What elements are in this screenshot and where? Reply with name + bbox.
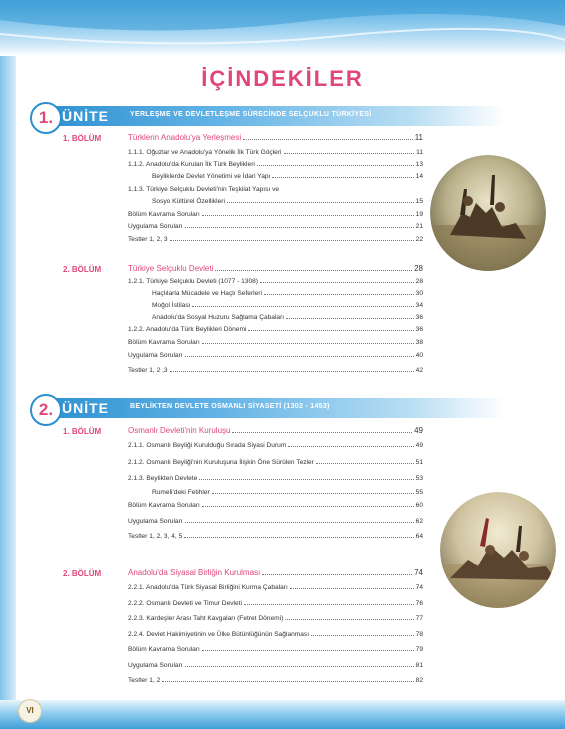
dot-leader	[199, 479, 413, 480]
dot-leader	[215, 270, 412, 271]
toc-entry-text: Uygulama Soruları	[128, 352, 183, 359]
toc-entry[interactable]	[128, 502, 423, 509]
unit-1-word: ÜNİTE	[62, 108, 109, 124]
dot-leader	[202, 650, 414, 651]
dot-leader	[202, 343, 414, 344]
toc-entry-page: 36	[415, 314, 423, 321]
toc-entry[interactable]	[128, 442, 423, 449]
toc-entry-text: Uygulama Soruları	[128, 662, 183, 669]
dot-leader	[288, 446, 413, 447]
page-number: VI	[18, 699, 42, 723]
toc-entry-page: 74	[415, 584, 423, 591]
toc-entry-page: 38	[415, 339, 423, 346]
toc-entry-text: Testler 1, 2, 3	[128, 236, 168, 243]
toc-entry[interactable]	[128, 646, 423, 653]
toc-entry-text: 1.1.3. Türkiye Selçuklu Devleti'nin Teşkilat Yapısı ve	[128, 186, 280, 193]
toc-entry-page: 11	[416, 149, 423, 156]
toc-entry-page: 14	[415, 173, 423, 180]
section-label: 2. BÖLÜM	[63, 569, 102, 578]
unit-2-number: 2.	[30, 394, 62, 426]
toc-entry[interactable]	[128, 584, 423, 591]
toc-entry[interactable]	[152, 198, 423, 205]
toc-entry-text: Uygulama Soruları	[128, 223, 183, 230]
toc-entry-text: Rumeli'deki Fetihler	[152, 489, 210, 496]
section-title: Türklerin Anadolu'ya Yerleşmesi	[128, 133, 242, 142]
dot-leader	[260, 282, 414, 283]
dot-leader	[185, 356, 414, 357]
footer-band	[0, 700, 565, 729]
toc-entry-text: Haçlılarla Mücadele ve Haçlı Seferleri	[152, 290, 262, 297]
toc-entry-text: Bölüm Kavrama Soruları	[128, 339, 200, 346]
section-label: 2. BÖLÜM	[63, 265, 102, 274]
toc-entry[interactable]	[128, 278, 423, 285]
toc-entry[interactable]	[152, 314, 423, 321]
toc-entry-page: 13	[415, 161, 423, 168]
toc-entry-text: 2.2.1. Anadolu'da Türk Siyasal Birliğini Kurma Çabaları	[128, 584, 288, 591]
section-label: 1. BÖLÜM	[63, 134, 102, 143]
dot-leader	[244, 604, 414, 605]
toc-entry-page: 81	[415, 662, 423, 669]
toc-entry[interactable]	[128, 662, 423, 669]
dot-leader	[212, 493, 414, 494]
toc-entry-page: 34	[415, 302, 423, 309]
unit-1-header	[36, 106, 506, 126]
toc-entry-page: 36	[415, 326, 423, 333]
toc-entry-page: 40	[415, 352, 423, 359]
dot-leader	[316, 463, 414, 464]
toc-entry-text: Bölüm Kavrama Soruları	[128, 646, 200, 653]
toc-entry[interactable]	[128, 236, 423, 243]
toc-entry-text: Beyliklerde Devlet Yönetimi ve İdari Yapı	[152, 173, 271, 180]
ottoman-battle-illustration-image	[440, 492, 556, 608]
toc-entry[interactable]	[128, 459, 423, 466]
toc-entry-page: 55	[415, 489, 423, 496]
toc-entry-text: 2.2.2. Osmanlı Devleti ve Timur Devleti	[128, 600, 242, 607]
toc-entry[interactable]	[128, 600, 423, 607]
toc-entry-page: 19	[415, 211, 423, 218]
dot-leader	[232, 432, 412, 433]
toc-entry-page: 77	[415, 615, 423, 622]
toc-entry-text: 2.1.1. Osmanlı Beyliği Kurulduğu Sırada Siyasi Durum	[128, 442, 287, 449]
toc-entry-page: 21	[415, 223, 423, 230]
dot-leader	[284, 153, 415, 154]
toc-entry[interactable]	[128, 149, 423, 156]
toc-entry[interactable]	[128, 223, 423, 230]
toc-entry-page: 30	[415, 290, 423, 297]
left-margin-stripe	[0, 56, 16, 706]
dot-leader	[184, 537, 413, 538]
toc-entry-text: 2.2.4. Devlet Hakimiyetinin ve Ülke Bütünlüğünün Sağlanması	[128, 631, 310, 638]
header-swoosh-decoration	[0, 0, 565, 56]
dot-leader	[262, 574, 412, 575]
toc-entry-page: 22	[415, 236, 423, 243]
dot-leader	[286, 318, 414, 319]
toc-entry[interactable]	[128, 352, 423, 359]
section-page: 74	[414, 568, 423, 577]
toc-entry[interactable]	[128, 326, 423, 333]
toc-entry[interactable]	[152, 290, 423, 297]
dot-leader	[185, 522, 414, 523]
toc-entry-page: 64	[415, 533, 423, 540]
toc-entry-page: 76	[415, 600, 423, 607]
section-title-row[interactable]	[128, 426, 423, 435]
unit-2-header	[36, 398, 506, 418]
dot-leader	[290, 588, 414, 589]
dot-leader	[248, 330, 413, 331]
toc-entry-page: 62	[415, 518, 423, 525]
toc-entry-text: 1.2.1. Türkiye Selçuklu Devleti (1077 - 1308)	[128, 278, 258, 285]
toc-entry[interactable]	[128, 518, 423, 525]
toc-entry-text: Moğol İstilası	[152, 302, 191, 309]
toc-entry-page: 53	[415, 475, 423, 482]
toc-entry-text: Bölüm Kavrama Soruları	[128, 502, 200, 509]
section-title-row[interactable]	[128, 133, 423, 142]
toc-entry-text: 1.1.2. Anadolu'da Kurulan İlk Türk Beylikleri	[128, 161, 255, 168]
toc-entry[interactable]	[152, 489, 423, 496]
toc-entry-text: Testler 1, 2 ,3	[128, 367, 168, 374]
toc-entry-text: 1.2.2. Anadolu'da Türk Beylikleri Dönemi	[128, 326, 247, 333]
toc-entry[interactable]	[152, 302, 423, 309]
unit-1-number: 1.	[30, 102, 62, 134]
dot-leader	[185, 666, 414, 667]
dot-leader	[170, 240, 414, 241]
dot-leader	[285, 619, 413, 620]
toc-entry-page: 42	[415, 367, 423, 374]
toc-entry[interactable]	[152, 173, 423, 180]
section-label: 1. BÖLÜM	[63, 427, 102, 436]
dot-leader	[170, 371, 414, 372]
dot-leader	[264, 294, 414, 295]
toc-entry-page: 28	[415, 278, 423, 285]
toc-entry-text: 2.1.2. Osmanlı Beyliği'nin Kuruluşuna İlişkin Öne Sürülen Tezler	[128, 459, 314, 466]
toc-entry-text: Sosyo Kültürel Özellikleri	[152, 198, 225, 205]
toc-entry-text: Uygulama Soruları	[128, 518, 183, 525]
dot-leader	[185, 227, 414, 228]
section-title-row[interactable]	[128, 264, 423, 273]
section-page: 11	[414, 133, 423, 142]
section-title: Osmanlı Devleti'nin Kuruluşu	[128, 426, 231, 435]
dot-leader	[162, 681, 413, 682]
dot-leader	[311, 635, 414, 636]
toc-entry-page: 15	[415, 198, 423, 205]
toc-entry-page: 49	[415, 442, 423, 449]
dot-leader	[272, 177, 413, 178]
section-page: 28	[414, 264, 423, 273]
toc-entry-page: 82	[415, 677, 423, 684]
toc-entry[interactable]	[128, 211, 423, 218]
toc-entry-text: Anadolu'da Sosyal Huzuru Sağlama Çabaları	[152, 314, 285, 321]
section-page: 49	[414, 426, 423, 435]
dot-leader	[227, 202, 414, 203]
unit-2-title: BEYLİKTEN DEVLETE OSMANLI SİYASETİ (1302 - 1453)	[130, 403, 330, 410]
toc-entry[interactable]	[128, 161, 423, 168]
toc-entry-page: 51	[415, 459, 423, 466]
toc-entry[interactable]	[128, 533, 423, 540]
toc-entry[interactable]	[128, 186, 423, 193]
dot-leader	[192, 306, 413, 307]
unit-1-title: YERLEŞME VE DEVLETLEŞME SÜRECİNDE SELÇUKLU TÜRKİYESİ	[130, 111, 372, 118]
dot-leader	[202, 506, 414, 507]
toc-entry-text: 2.1.3. Beylikten Devlete	[128, 475, 198, 482]
toc-entry[interactable]	[128, 475, 423, 482]
toc-entry-text: 2.2.3. Kardeşler Arası Taht Kavgaları (Fetret Dönemi)	[128, 615, 284, 622]
dot-leader	[257, 165, 414, 166]
toc-entry-page: 78	[415, 631, 423, 638]
toc-entry-text: Testler 1, 2	[128, 677, 161, 684]
toc-entry[interactable]	[128, 339, 423, 346]
toc-entry[interactable]	[128, 367, 423, 374]
toc-entry-page: 79	[415, 646, 423, 653]
toc-entry[interactable]	[128, 615, 423, 622]
section-title: Türkiye Selçuklu Devleti	[128, 264, 214, 273]
section-title: Anadolu'da Siyasal Birliğin Kurulması	[128, 568, 261, 577]
toc-entry-text: 1.1.1. Oğuzlar ve Anadolu'ya Yönelik İlk Türk Göçleri	[128, 149, 282, 156]
page-title: İÇİNDEKİLER	[201, 66, 364, 91]
dot-leader	[243, 139, 413, 140]
toc-entry-page: 60	[415, 502, 423, 509]
section-title-row[interactable]	[128, 568, 423, 577]
unit-2-word: ÜNİTE	[62, 400, 109, 416]
dot-leader	[202, 215, 414, 216]
toc-entry-text: Bölüm Kavrama Soruları	[128, 211, 200, 218]
battle-illustration-image	[430, 155, 546, 271]
toc-entry-text: Testler 1, 2, 3, 4, 5	[128, 533, 183, 540]
toc-entry[interactable]	[128, 631, 423, 638]
toc-entry[interactable]	[128, 677, 423, 684]
